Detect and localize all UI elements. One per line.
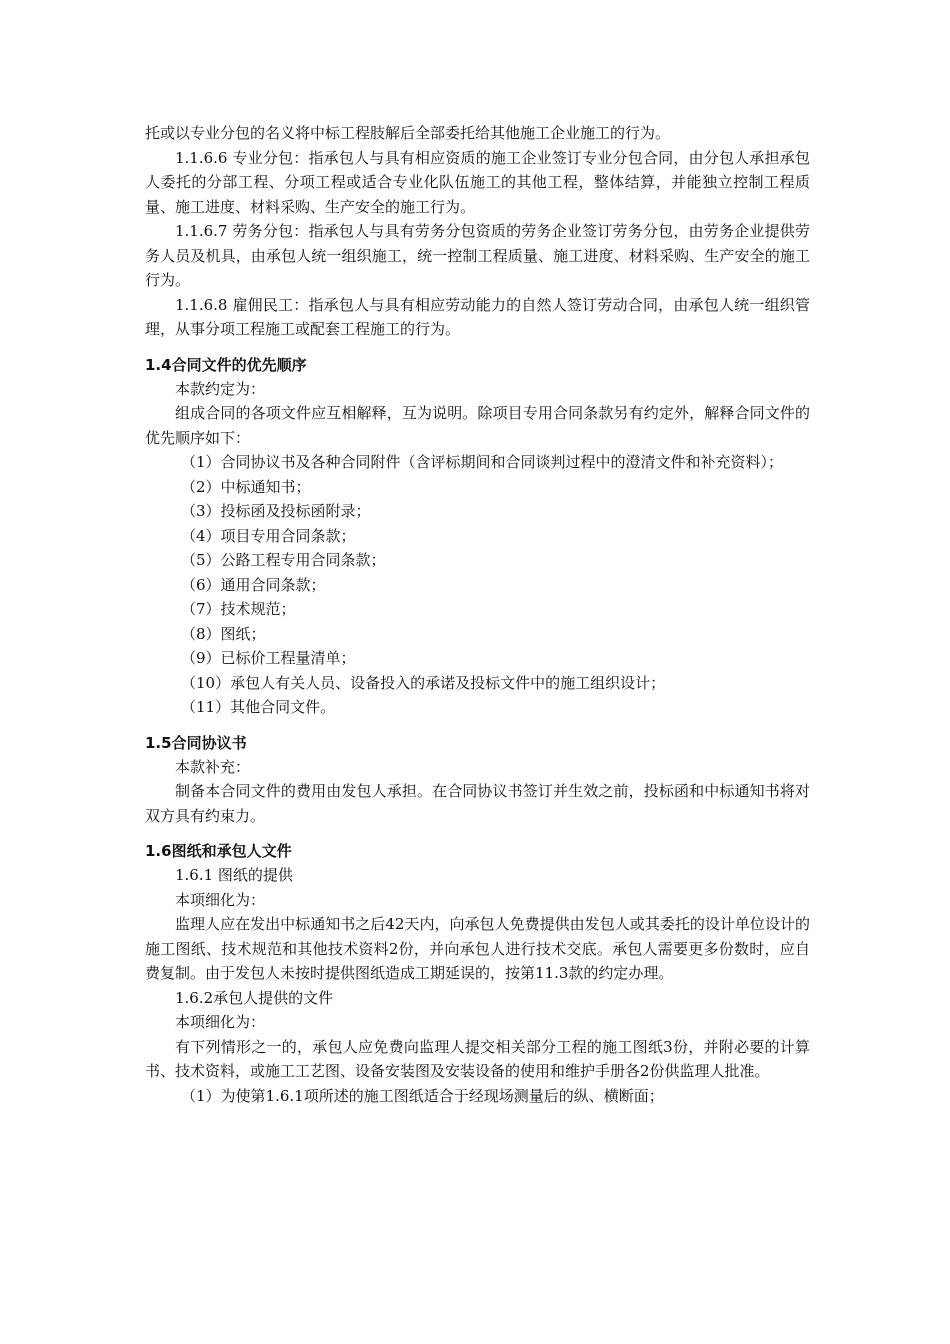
document-page xyxy=(145,121,810,1108)
paragraph-continuation: 托或以专业分包的名义将中标工程肢解后全部委托给其他施工企业施工的行为。 xyxy=(145,124,671,142)
subsection-1-6-2-title: 1.6.2承包人提供的文件 xyxy=(175,988,334,1007)
section-heading-1-5: 1.5合同协议书 xyxy=(145,733,247,752)
priority-list-item: （4）项目专用合同条款； xyxy=(181,526,356,545)
priority-list-item: （1）合同协议书及各种合同附件（含评标期间和合同谈判过程中的澄清文件和补充资料）； xyxy=(181,453,784,471)
paragraph-labor-subcontract: 1.1.6.7 劳务分包：指承包人与具有劳务分包资质的劳务企业签订劳务分包，由劳务企业提供劳务人员及机具，由承包人统一组织施工，统一控制工程质量、施工进度、材料采购、生产安全的施工行为。 xyxy=(145,222,810,289)
subsection-1-6-2-lead: 本项细化为： xyxy=(175,1013,266,1031)
section-1-4-paragraph: 组成合同的各项文件应互相解释，互为说明。除项目专用合同条款另有约定外，解释合同文件的优先顺序如下： xyxy=(145,404,810,447)
priority-list-item: （5）公路工程专用合同条款； xyxy=(181,551,386,569)
subsection-1-6-1-lead: 本项细化为： xyxy=(175,890,266,909)
subsection-1-6-1-title: 1.6.1 图纸的提供 xyxy=(175,866,293,884)
subsection-1-6-2-paragraph: 有下列情形之一的，承包人应免费向监理人提交相关部分工程的施工图纸3份，并附必要的计算书、技术资料，或施工工艺图、设备安装图及安装设备的使用和维护手册各2份供监理人批准。 xyxy=(145,1037,810,1080)
priority-list-item: （6）通用合同条款； xyxy=(181,575,326,594)
paragraph-hired-workers: 1.1.6.8 雇佣民工：指承包人与具有相应劳动能力的自然人签订劳动合同，由承包人统一组织管理，从事分项工程施工或配套工程施工的行为。 xyxy=(145,295,810,338)
section-1-5-paragraph: 制备本合同文件的费用由发包人承担。在合同协议书签订并生效之前，投标函和中标通知书将对双方具有约束力。 xyxy=(145,782,810,825)
priority-list-item: （7）技术规范； xyxy=(181,600,296,618)
priority-list-item: （2）中标通知书； xyxy=(181,477,311,496)
paragraph-professional-subcontract: 1.1.6.6 专业分包：指承包人与具有相应资质的施工企业签订专业分包合同，由分包人承担承包人委托的分部工程、分项工程或适合专业化队伍施工的其他工程，整体结算，并能独立控制工程质量、施工进度、材料采购、生产安全的施工行为。 xyxy=(145,148,810,216)
subsection-1-6-2-item: （1）为使第1.6.1项所述的施工图纸适合于经现场测量后的纵、横断面； xyxy=(181,1086,664,1105)
priority-list-item: （11）其他合同文件。 xyxy=(181,698,336,716)
section-heading-1-6: 1.6图纸和承包人文件 xyxy=(145,842,292,860)
priority-list-item: （10）承包人有关人员、设备投入的承诺及投标文件中的施工组织设计； xyxy=(181,673,666,692)
section-1-5-lead: 本款补充： xyxy=(175,757,251,776)
priority-list-item: （9）已标价工程量清单； xyxy=(181,649,356,667)
priority-list-item: （8）图纸； xyxy=(181,624,266,643)
subsection-1-6-1-paragraph: 监理人应在发出中标通知书之后42天内，向承包人免费提供由发包人或其委托的设计单位设计的施工图纸、技术规范和其他技术资料2份，并向承包人进行技术交底。承包人需要更多份数时，应自费复制。由于发包人未按时提供图纸造成工期延误的，按第11.3款的约定办理。 xyxy=(145,915,810,982)
section-heading-1-4: 1.4合同文件的优先顺序 xyxy=(145,355,307,374)
section-1-4-lead: 本款约定为： xyxy=(175,379,266,398)
priority-list-item: （3）投标函及投标函附录； xyxy=(181,502,371,520)
